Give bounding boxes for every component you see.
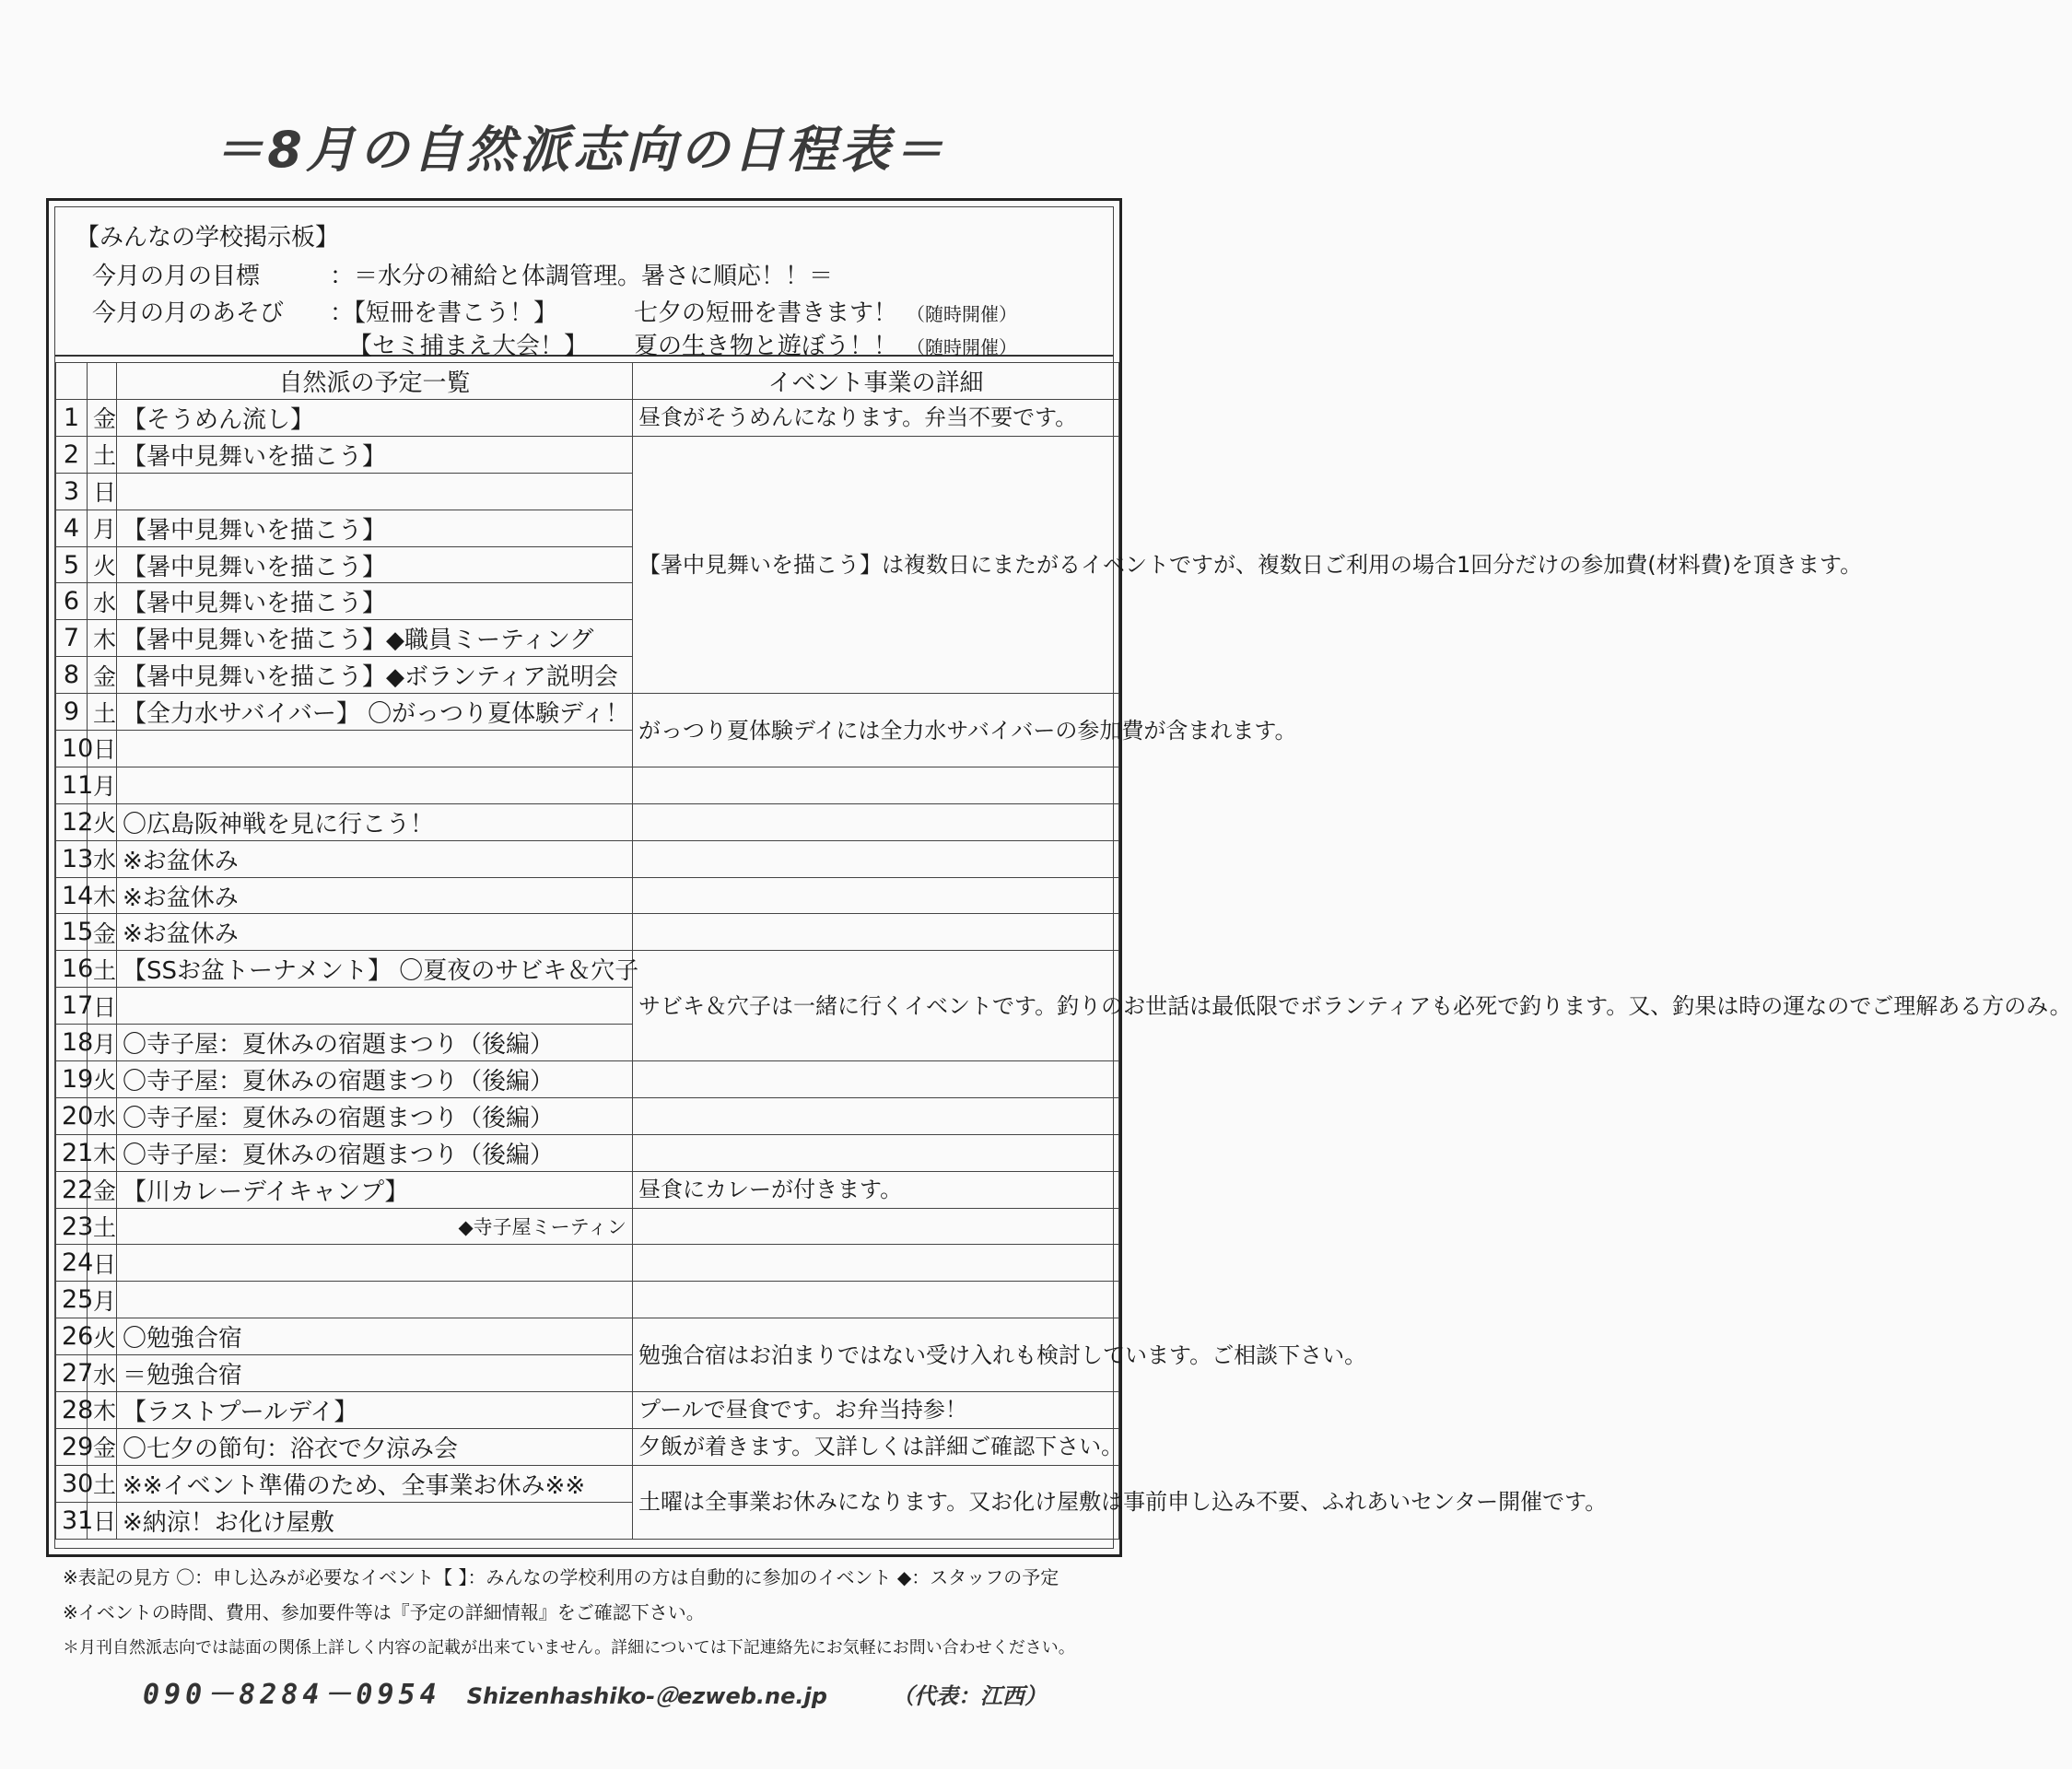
weekday: 土 [88, 694, 117, 731]
weekday: 月 [88, 767, 117, 803]
day-number: 2 [56, 436, 88, 473]
day-number: 8 [56, 657, 88, 694]
bulletin-board [55, 207, 1113, 360]
weekday: 月 [88, 510, 117, 546]
day-number: 17 [56, 988, 88, 1025]
weekday: 土 [88, 1465, 117, 1502]
plan-cell: 【暑中見舞いを描こう】◆ボランティア説明会 [117, 657, 633, 694]
plan-cell: 【SSお盆トーナメント】 〇夏夜のサビキ＆穴子 [117, 951, 633, 988]
weekday: 土 [88, 436, 117, 473]
representative: （代表：江西） [891, 1683, 1047, 1709]
weekday: 水 [88, 840, 117, 877]
plan-cell: 〇寺子屋：夏休みの宿題まつり（後編） [117, 1097, 633, 1134]
detail-cell-empty [633, 840, 1119, 877]
plan-cell: 【全力水サバイバー】 〇がっつり夏体験ディ！ [117, 694, 633, 731]
day-number: 31 [56, 1502, 88, 1539]
day-number: 13 [56, 840, 88, 877]
weekday: 土 [88, 1208, 117, 1245]
weekday: 金 [88, 1428, 117, 1465]
detail-cell-empty [633, 1061, 1119, 1098]
table-row [56, 1428, 1119, 1465]
detail-cell: がっつり夏体験デイには全力水サバイバーの参加費が含まれます。 [633, 694, 1119, 767]
table-row [56, 877, 1119, 914]
weekday: 日 [88, 1502, 117, 1539]
table-row [56, 1061, 1119, 1098]
plan-cell [117, 473, 633, 510]
plan-cell: 〇寺子屋：夏休みの宿題まつり（後編） [117, 1061, 633, 1098]
table-row [56, 1282, 1119, 1318]
day-number: 29 [56, 1428, 88, 1465]
weekday: 金 [88, 657, 117, 694]
weekday: 木 [88, 620, 117, 657]
play2-note: （随時開催） [907, 336, 1018, 358]
table-row [56, 1208, 1119, 1245]
day-number: 12 [56, 803, 88, 840]
detail-header: イベント事業の詳細 [633, 363, 1119, 400]
detail-cell-empty [633, 1134, 1119, 1171]
play1-note: （随時開催） [907, 303, 1018, 325]
play1-desc: 七夕の短冊を書きます！ [634, 299, 898, 327]
table-row [56, 951, 1119, 988]
monthly-goal-row [92, 257, 833, 291]
table-row [56, 803, 1119, 840]
day-number: 3 [56, 473, 88, 510]
plan-cell [117, 731, 633, 767]
weekday: 水 [88, 1097, 117, 1134]
detail-cell-empty [633, 1208, 1119, 1245]
day-number: 16 [56, 951, 88, 988]
day-number: 21 [56, 1134, 88, 1171]
table-row [56, 1465, 1119, 1502]
day-number: 27 [56, 1355, 88, 1392]
table-row [56, 1392, 1119, 1429]
play2-title: 【セミ捕まえ大会！】 [348, 333, 589, 360]
day-number: 22 [56, 1171, 88, 1208]
weekday: 日 [88, 1245, 117, 1282]
detail-cell-empty [633, 1097, 1119, 1134]
table-row [56, 694, 1119, 731]
plan-cell: 【そうめん流し】 [117, 400, 633, 437]
table-header-row [56, 363, 1119, 400]
weekday: 木 [88, 1392, 117, 1429]
schedule-table [55, 362, 2072, 1540]
plan-cell: 【川カレーデイキャンプ】 [117, 1171, 633, 1208]
monthly-play2-row [92, 327, 1017, 361]
day-number: 10 [56, 731, 88, 767]
day-number: 30 [56, 1465, 88, 1502]
table-row [56, 767, 1119, 803]
detail-cell-empty [633, 914, 1119, 951]
monthly-play-label: 今月の月のあそび [92, 299, 285, 327]
detail-cell: 【暑中見舞いを描こう】は複数日にまたがるイベントですが、複数日ご利用の場合1回分だけの参加費(材料費)を頂きます。 [633, 436, 1119, 693]
plan-cell [117, 988, 633, 1025]
weekday: 火 [88, 803, 117, 840]
day-number: 9 [56, 694, 88, 731]
plan-cell: 〇勉強合宿 [117, 1318, 633, 1355]
plan-cell [117, 767, 633, 803]
weekday: 水 [88, 1355, 117, 1392]
weekday: 金 [88, 914, 117, 951]
day-number: 11 [56, 767, 88, 803]
day-number: 6 [56, 583, 88, 620]
email-address: Shizenhashiko-＠ezweb.ne.jp [466, 1683, 827, 1709]
day-number: 26 [56, 1318, 88, 1355]
weekday: 火 [88, 1318, 117, 1355]
plan-cell: 【暑中見舞いを描こう】 [117, 436, 633, 473]
table-row [56, 840, 1119, 877]
plan-header: 自然派の予定一覧 [117, 363, 633, 400]
weekday: 水 [88, 583, 117, 620]
monthly-goal-value: ：＝水分の補給と体調管理。暑さに順応！！＝ [330, 263, 834, 290]
day-number: 19 [56, 1061, 88, 1098]
detail-cell: 勉強合宿はお泊まりではない受け入れも検討しています。ご相談下さい。 [633, 1318, 1119, 1392]
table-row [56, 1171, 1119, 1208]
day-number: 4 [56, 510, 88, 546]
weekday: 火 [88, 1061, 117, 1098]
schedule-board [46, 198, 2072, 1557]
weekday: 日 [88, 473, 117, 510]
weekday: 木 [88, 1134, 117, 1171]
plan-cell: 【暑中見舞いを描こう】◆職員ミーティング [117, 620, 633, 657]
phone-number: 090－8284－0954 [143, 1679, 441, 1711]
table-row [56, 1318, 1119, 1355]
plan-cell: ※お盆休み [117, 840, 633, 877]
day-number: 5 [56, 546, 88, 583]
detail-cell-empty [633, 803, 1119, 840]
detail-cell-empty [633, 767, 1119, 803]
weekday: 金 [88, 1171, 117, 1208]
plan-cell: 【ラストプールデイ】 [117, 1392, 633, 1429]
play2-desc: 夏の生き物と遊ぼう！！ [634, 333, 898, 360]
event-info-note: ※イベントの時間、費用、参加要件等は『予定の詳細情報』をご確認下さい。 [63, 1601, 705, 1623]
play1-title: ：【短冊を書こう！】 [330, 299, 558, 327]
detail-cell: サビキ＆穴子は一緒に行くイベントです。釣りのお世話は最低限でボランティアも必死で釣ります。又、釣果は時の運なのでご理解ある方のみ。 [633, 951, 1119, 1061]
detail-cell: プールで昼食です。お弁当持参！ [633, 1392, 1119, 1429]
plan-cell [117, 1245, 633, 1282]
day-number: 28 [56, 1392, 88, 1429]
plan-cell: 【暑中見舞いを描こう】 [117, 510, 633, 546]
contact-note: ＊月刊自然派志向では誌面の関係上詳しく内容の記載が出来ていません。詳細については下記連絡先にお気軽にお問い合わせください。 [63, 1638, 1075, 1658]
day-header [56, 363, 88, 400]
board-inner [54, 206, 2072, 1549]
day-number: 23 [56, 1208, 88, 1245]
weekday: 月 [88, 1282, 117, 1318]
day-number: 25 [56, 1282, 88, 1318]
detail-cell: 夕飯が着きます。又詳しくは詳細ご確認下さい。 [633, 1428, 1119, 1465]
day-number: 24 [56, 1245, 88, 1282]
weekday: 月 [88, 1025, 117, 1061]
plan-cell [117, 1282, 633, 1318]
day-number: 7 [56, 620, 88, 657]
day-number: 15 [56, 914, 88, 951]
plan-cell: 〇七夕の節句：浴衣で夕涼み会 [117, 1428, 633, 1465]
plan-cell: ※納涼！お化け屋敷 [117, 1502, 633, 1539]
plan-cell: ※※イベント準備のため、全事業お休み※※ [117, 1465, 633, 1502]
plan-cell: ◆寺子屋ミーティン [117, 1208, 633, 1245]
weekday: 日 [88, 731, 117, 767]
detail-cell-empty [633, 1282, 1119, 1318]
weekday: 金 [88, 400, 117, 437]
weekday: 木 [88, 877, 117, 914]
detail-cell: 昼食にカレーが付きます。 [633, 1171, 1119, 1208]
plan-cell: ※お盆休み [117, 914, 633, 951]
table-row [56, 914, 1119, 951]
weekday: 土 [88, 951, 117, 988]
plan-cell: 〇広島阪神戦を見に行こう！ [117, 803, 633, 840]
plan-cell: 【暑中見舞いを描こう】 [117, 583, 633, 620]
plan-cell: ＝勉強合宿 [117, 1355, 633, 1392]
legend-note: ※表記の見方 〇：申し込みが必要なイベント【 】：みんなの学校利用の方は自動的に参加のイベント ◆：スタッフの予定 [63, 1566, 1059, 1588]
plan-cell: 〇寺子屋：夏休みの宿題まつり（後編） [117, 1134, 633, 1171]
day-number: 1 [56, 400, 88, 437]
day-number: 20 [56, 1097, 88, 1134]
table-row [56, 1134, 1119, 1171]
bulletin-heading: 【みんなの学校掲示板】 [76, 224, 340, 252]
plan-cell: ※お盆休み [117, 877, 633, 914]
plan-cell: 〇寺子屋：夏休みの宿題まつり（後編） [117, 1025, 633, 1061]
plan-cell: 【暑中見舞いを描こう】 [117, 546, 633, 583]
weekday: 火 [88, 546, 117, 583]
detail-cell-empty [633, 877, 1119, 914]
contact-line [143, 1671, 1047, 1712]
weekday-header [88, 363, 117, 400]
weekday: 日 [88, 988, 117, 1025]
table-row [56, 400, 1119, 437]
detail-cell: 昼食がそうめんになります。弁当不要です。 [633, 400, 1119, 437]
monthly-play-row [92, 294, 1017, 328]
page-title: ＝8月の自然派志向の日程表＝ [214, 121, 947, 179]
table-row [56, 436, 1119, 473]
day-number: 18 [56, 1025, 88, 1061]
monthly-goal-label: 今月の月の目標 [92, 263, 261, 290]
table-row [56, 1245, 1119, 1282]
detail-cell-empty [633, 1245, 1119, 1282]
detail-cell: 土曜は全事業お休みになります。又お化け屋敷は事前申し込み不要、ふれあいセンター開催です。 [633, 1465, 1119, 1539]
day-number: 14 [56, 877, 88, 914]
table-row [56, 1097, 1119, 1134]
